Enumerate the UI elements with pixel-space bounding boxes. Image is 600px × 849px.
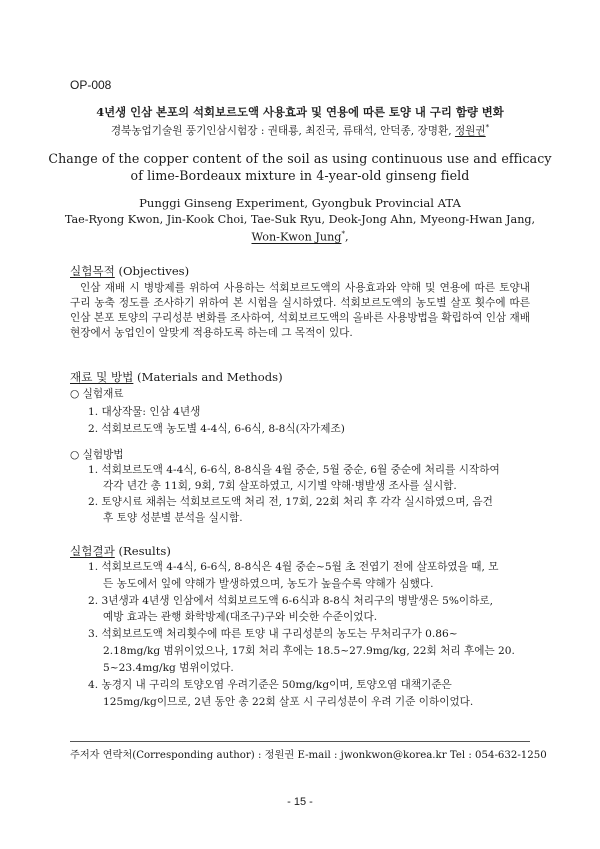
results-line: 예방 효과는 관행 화학방제(대조구)구와 비슷한 수준이었다. (103, 611, 378, 623)
procedure-item-1-line-2: 각각 년간 총 11회, 9회, 7회 살포하였고, 시기별 약해·병발생 조사를 실시함. (103, 480, 457, 492)
korean-affiliation-authors (0, 123, 600, 138)
methods-heading-en: (Materials and Methods) (133, 370, 283, 384)
materials-item-1: 1. 대상작물: 인삼 4년생 (88, 406, 201, 418)
corresponding-contact: 주저자 연락처(Corresponding author) : 정원권 E-mail : jwonkwon@korea.kr Tel : 054-632-1250 (70, 750, 547, 761)
procedure-subheading: ○ 실험방법 (70, 449, 124, 461)
english-authors-line-1: Tae-Ryong Kwon, Jin-Kook Choi, Tae-Suk Ryu, Deok-Jong Ahn, Myeong-Hwan Jang, (64, 213, 536, 226)
objectives-text: 인삼 재배 시 병방제를 위하여 사용하는 석회보르도액의 사용효과와 약해 및 연용에 따른 토양내 구리 농축 정도를 조사하기 위하여 본 시험을 실시하였다. 석회보르도액의 농도별 살포 횟수에 따른 인삼 본포 토양의 구리성분 변화를 조사하여, 석회보르도액의 올바른 사용방법을 확립하여 인삼 재배 현장에서 농업인이 알맞게 적용하도록 하는데 그 목적이 있다. (70, 282, 530, 339)
english-corresponding-author: Won-Kwon Jung (251, 230, 342, 244)
footer-divider (70, 741, 530, 742)
korean-title: 4년생 인삼 본포의 석회보르도액 사용효과 및 연용에 따른 토양 내 구리 함량 변화 (96, 105, 504, 119)
materials-item-2: 2. 석회보르도액 농도별 4-4식, 6-6식, 8-8식(자가제조) (88, 423, 345, 435)
procedure-item-1-line-1: 1. 석회보르도액 4-4식, 6-6식, 8-8식을 4월 중순, 5월 중순, 6월 중순에 처리를 시작하여 (88, 464, 500, 476)
english-title-line-2: of lime-Bordeaux mixture in 4-year-old ginseng field (130, 168, 470, 183)
english-authors-line-2 (0, 230, 600, 244)
english-affiliation: Punggi Ginseng Experiment, Gyongbuk Provincial ATA (139, 196, 461, 210)
page-number: - 15 - (287, 796, 313, 808)
results-heading (70, 543, 171, 559)
objectives-heading (70, 263, 189, 279)
results-line: 5~23.4mg/kg 범위이었다. (103, 662, 234, 674)
results-line: 2. 3년생과 4년생 인삼에서 석회보르도액 6-6식과 8-8식 처리구의 병발생은 5%이하로, (88, 595, 493, 607)
objectives-heading-ko: 실험목적 (70, 264, 115, 278)
results-line: 3. 석회보르도액 처리횟수에 따른 토양 내 구리성분의 농도는 무처리구가 0.86~ (88, 628, 458, 640)
english-authors-trailing: , (344, 230, 349, 244)
objectives-heading-en: (Objectives) (114, 264, 190, 278)
english-title-line-1: Change of the copper content of the soil as using continuous use and efficacy (48, 151, 552, 166)
procedure-item-2-line-1: 2. 토양시료 채취는 석회보르도액 처리 전, 17회, 22회 처리 후 각각 실시하였으며, 음건 (88, 496, 493, 508)
english-corresponding-mark: * (341, 230, 345, 238)
procedure-item-2-line-2: 후 토양 성분별 분석을 실시함. (103, 512, 243, 524)
korean-affiliation-text: 경북농업기술원 풍기인삼시험장 : 권태룡, 최진국, 류태석, 안덕종, 장명환, (110, 125, 455, 137)
methods-heading (70, 369, 283, 385)
results-line: 125mg/kg이므로, 2년 동안 총 22회 살포 시 구리성분이 우려 기준 이하이었다. (103, 696, 474, 708)
materials-subheading: ○ 실험재료 (70, 388, 124, 400)
results-line: 2.18mg/kg 범위이었으나, 17회 처리 후에는 18.5~27.9mg/kg, 22회 처리 후에는 20. (103, 645, 515, 657)
presentation-code: OP-008 (70, 78, 112, 92)
results-heading-en: (Results) (114, 544, 171, 558)
korean-corresponding-author: 정원권 (454, 125, 486, 137)
corresponding-mark: * (485, 123, 490, 132)
methods-heading-ko: 재료 및 방법 (70, 370, 134, 384)
results-line: 1. 석회보르도액 4-4식, 6-6식, 8-8식은 4월 중순~5월 초 전엽기 전에 살포하였을 때, 모 (88, 561, 499, 573)
results-heading-ko: 실험결과 (70, 544, 115, 558)
results-line: 든 농도에서 잎에 약해가 발생하였으며, 농도가 높을수록 약해가 심했다. (103, 578, 434, 590)
results-line: 4. 농경지 내 구리의 토양오염 우려기준은 50mg/kg이며, 토양오염 대책기준은 (88, 679, 452, 691)
